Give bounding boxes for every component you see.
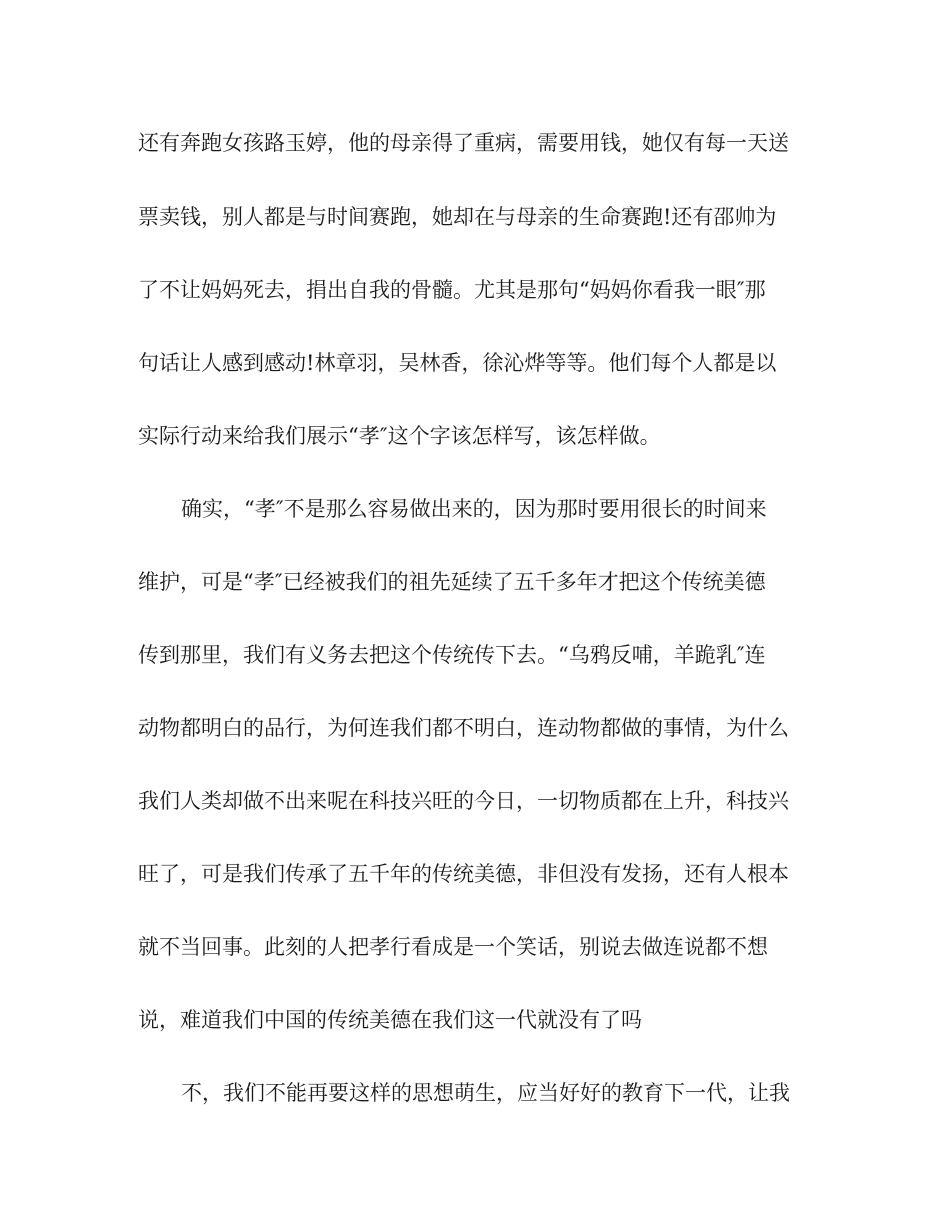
text-line: 说，难道我们中国的传统美德在我们这一代就没有了吗 <box>138 1008 642 1032</box>
paragraph-first-line: 不，我们不能再要这样的思想萌生，应当好好的教育下一代，让我 <box>181 1081 790 1105</box>
text-line: 票卖钱，别人都是与时间赛跑，她却在与母亲的生命赛跑!还有邵帅为 <box>138 205 777 229</box>
text-line: 维护，可是“孝″已经被我们的祖先延续了五千多年才把这个传统美德 <box>138 570 766 594</box>
text-line: 句话让人感到感动!林章羽，吴林香，徐沁烨等等。他们每个人都是以 <box>138 351 777 375</box>
text-line: 我们人类却做不出来呢在科技兴旺的今日，一切物质都在上升，科技兴 <box>138 789 789 813</box>
text-line: 动物都明白的品行，为何连我们都不明白，连动物都做的事情，为什么 <box>138 716 789 740</box>
paragraph-first-line: 确实，“孝″不是那么容易做出来的，因为那时要用很长的时间来 <box>181 497 767 521</box>
text-line: 了不让妈妈死去，捐出自我的骨髓。尤其是那句“妈妈你看我一眼″那 <box>138 278 766 302</box>
text-line: 就不当回事。此刻的人把孝行看成是一个笑话，别说去做连说都不想 <box>138 935 768 959</box>
text-line: 传到那里，我们有义务去把这个传统传下去。“乌鸦反哺，羊跪乳″连 <box>138 643 766 667</box>
text-line: 还有奔跑女孩路玉婷，他的母亲得了重病，需要用钱，她仅有每一天送 <box>138 131 789 155</box>
text-line: 实际行动来给我们展示“孝″这个字该怎样写，该怎样做。 <box>138 424 661 448</box>
text-line: 旺了，可是我们传承了五千年的传统美德，非但没有发扬，还有人根本 <box>138 862 789 886</box>
